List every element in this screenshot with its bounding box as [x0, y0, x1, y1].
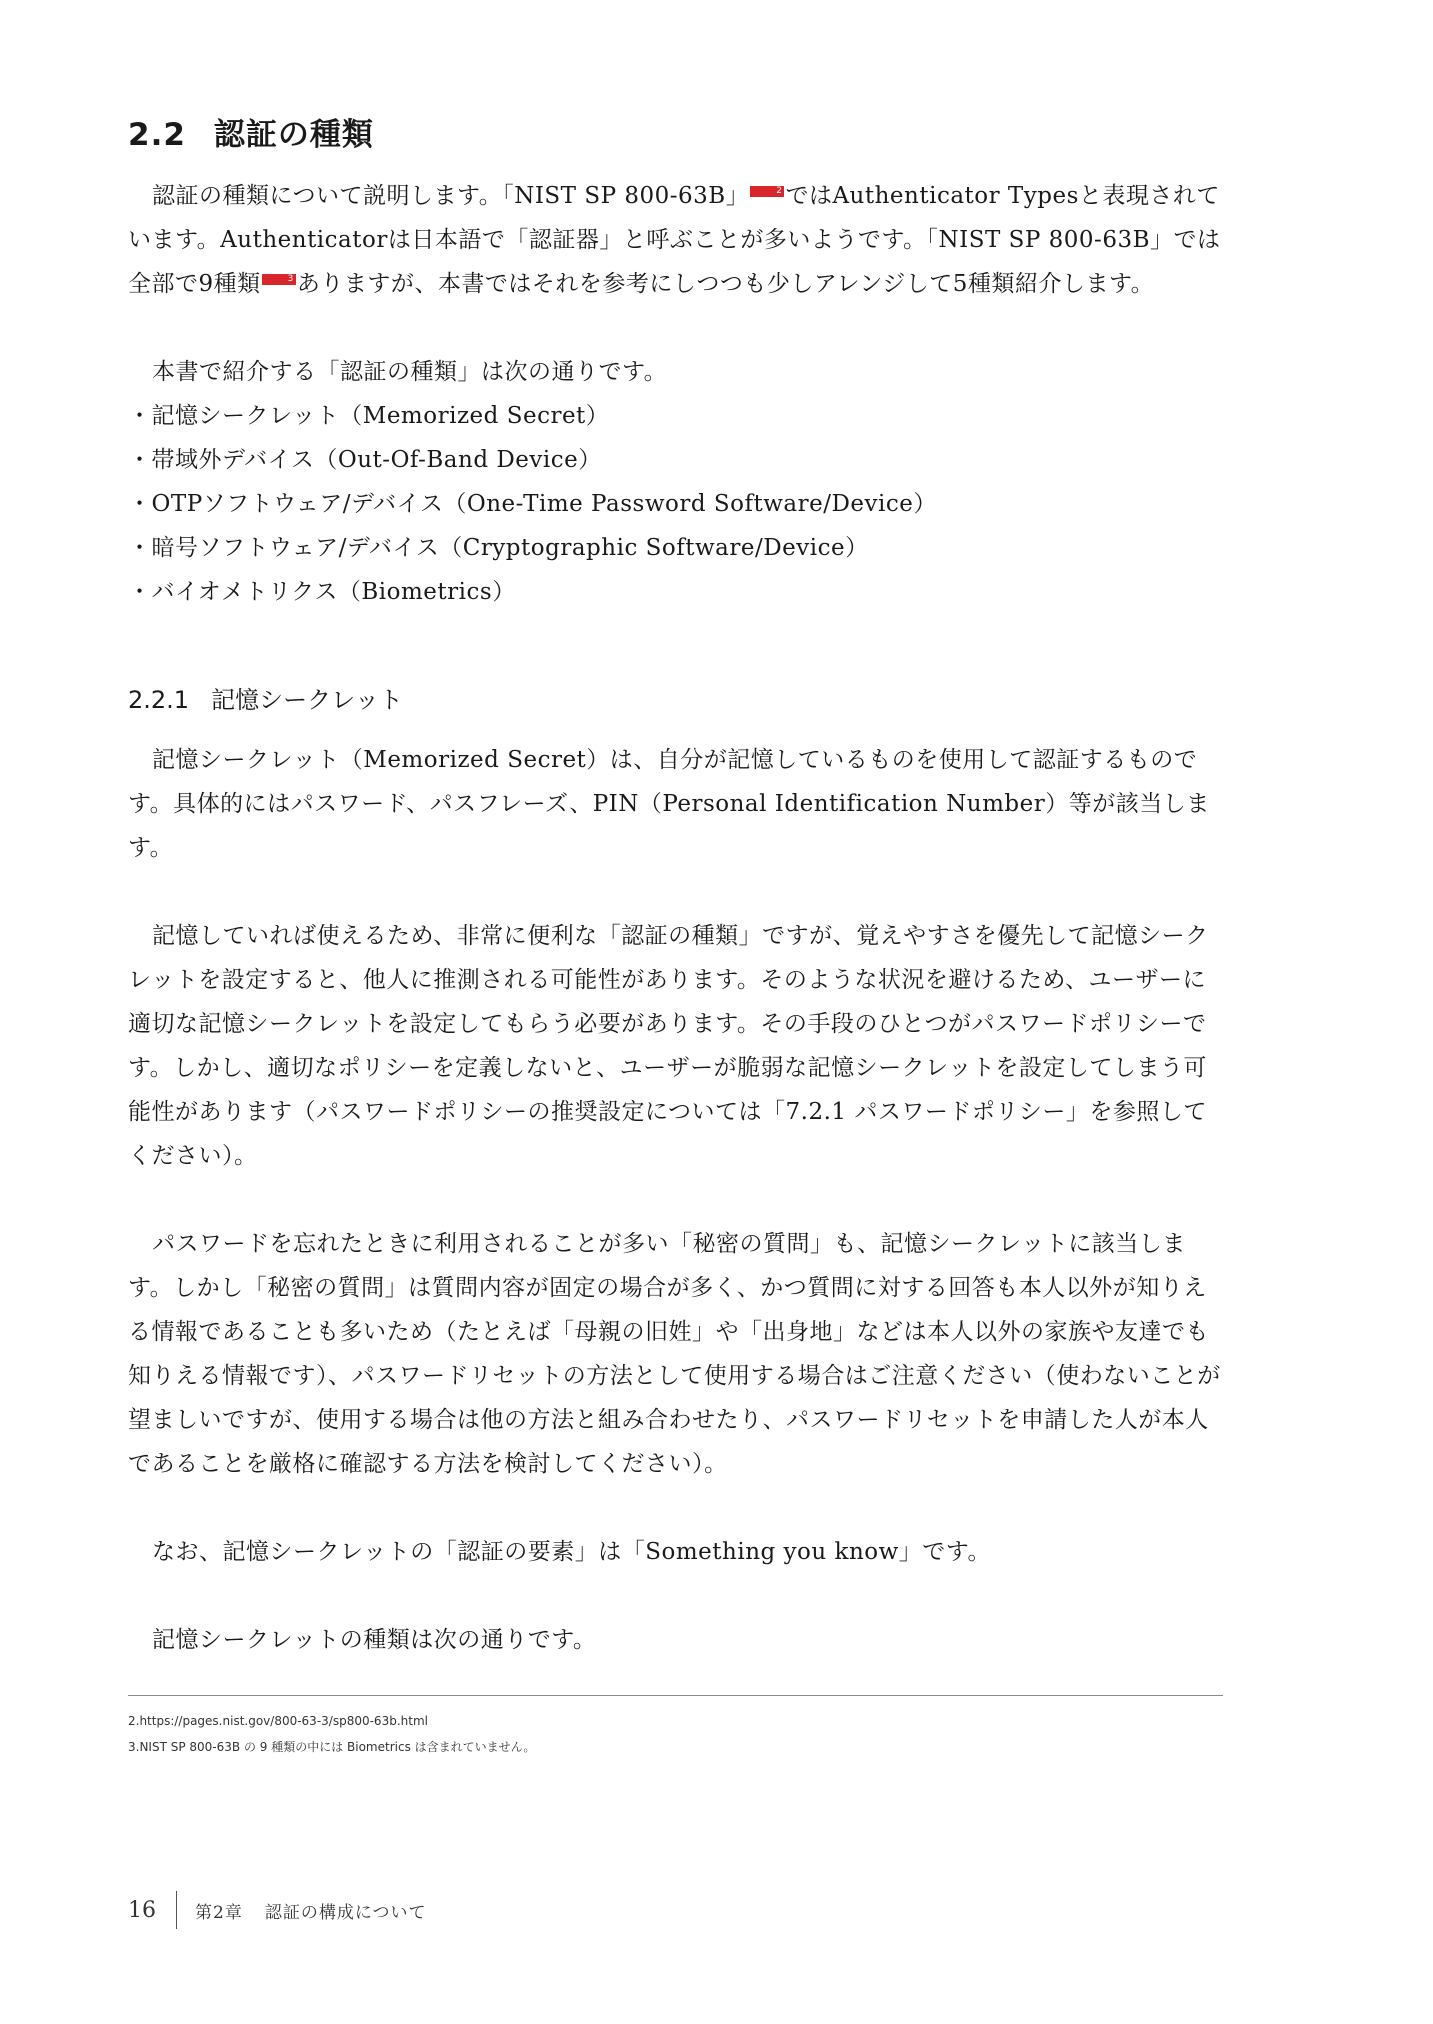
footer-divider — [176, 1891, 177, 1929]
paragraph: パスワードを忘れたときに利用されることが多い「秘密の質問」も、記憶シークレットに該当します。しかし「秘密の質問」は質問内容が固定の場合が多く、かつ質問に対する回答も本人以外が知りえる情報であることも多いため（たとえば「母親の旧姓」や「出身地」などは本人以外の家族や友達でも知りえる情報です）、パスワードリセットの方法として使用する場合はご注意ください（使わないことが望ましいですが、使用する場合は他の方法と組み合わせたり、パスワードリセットを申請した人が本人であることを厳格に確認する方法を検討してください）。 — [128, 1231, 1221, 1477]
footnote-3: 3.NIST SP 800-63B の 9 種類の中には Biometrics は含まれていません。 — [128, 1740, 536, 1754]
subsection-number: 2.2.1 — [128, 686, 190, 714]
auth-types-list — [128, 394, 1223, 614]
footnote-ref-2[interactable]: 2 — [750, 186, 784, 197]
list-intro: 本書で紹介する「認証の種類」は次の通りです。 — [152, 359, 668, 385]
list-item: ・バイオメトリクス（Biometrics） — [128, 579, 516, 605]
section-number: 2.2 — [128, 117, 186, 153]
paragraph: 記憶していれば使えるため、非常に便利な「認証の種類」ですが、覚えやすさを優先して記憶シークレットを設定すると、他人に推測される可能性があります。そのような状況を避けるため、ユーザーに適切な記憶シークレットを設定してもらう必要があります。その手段のひとつがパスワードポリシーです。しかし、適切なポリシーを定義しないと、ユーザーが脆弱な記憶シークレットを設定してしまう可能性があります（パスワードポリシーの推奨設定については「7.2.1 パスワードポリシー」を参照してください）。 — [128, 923, 1209, 1169]
footnote-2[interactable]: 2.https://pages.nist.gov/800-63-3/sp800-63b.html — [128, 1714, 428, 1728]
subsection-title: 記憶シークレット — [211, 686, 403, 714]
section-heading — [128, 110, 1223, 160]
intro-text-2: ではAuthenticator Typesと表現されています。Authenticatorは日本語で「認証器」と呼ぶことが多いようです。「NIST SP 800-63B」では全部で9種類 — [128, 183, 1221, 297]
page-footer — [128, 1890, 427, 1930]
section-title: 認証の種類 — [213, 117, 374, 153]
intro-text-1: 認証の種類について説明します。「NIST SP 800-63B」 — [152, 183, 750, 209]
page-number: 16 — [128, 1897, 156, 1923]
chapter-title: 認証の構成について — [264, 1902, 427, 1923]
subsection-heading — [128, 680, 1223, 720]
chapter-number: 第2章 — [195, 1902, 243, 1923]
footnote-ref-3[interactable]: 3 — [262, 274, 296, 285]
running-header — [195, 1898, 427, 1923]
footnotes — [128, 1695, 1223, 1760]
list-item: ・帯域外デバイス（Out-Of-Band Device） — [128, 447, 602, 473]
paragraph: 記憶シークレット（Memorized Secret）は、自分が記憶しているものを使用して認証するものです。具体的にはパスワード、パスフレーズ、PIN（Personal Identification Number）等が該当します。 — [128, 747, 1210, 861]
main-content — [128, 110, 1223, 1662]
paragraph: 記憶シークレットの種類は次の通りです。 — [152, 1627, 597, 1653]
paragraph: なお、記憶シークレットの「認証の要素」は「Something you know」です。 — [152, 1539, 991, 1565]
list-item: ・記憶シークレット（Memorized Secret） — [128, 403, 610, 429]
list-item: ・OTPソフトウェア/デバイス（One-Time Password Software/Device） — [128, 491, 937, 517]
list-item: ・暗号ソフトウェア/デバイス（Cryptographic Software/Device） — [128, 535, 869, 561]
section-intro-paragraph — [128, 174, 1223, 306]
intro-text-3: ありますが、本書ではそれを参考にしつつも少しアレンジして5種類紹介します。 — [296, 271, 1155, 297]
